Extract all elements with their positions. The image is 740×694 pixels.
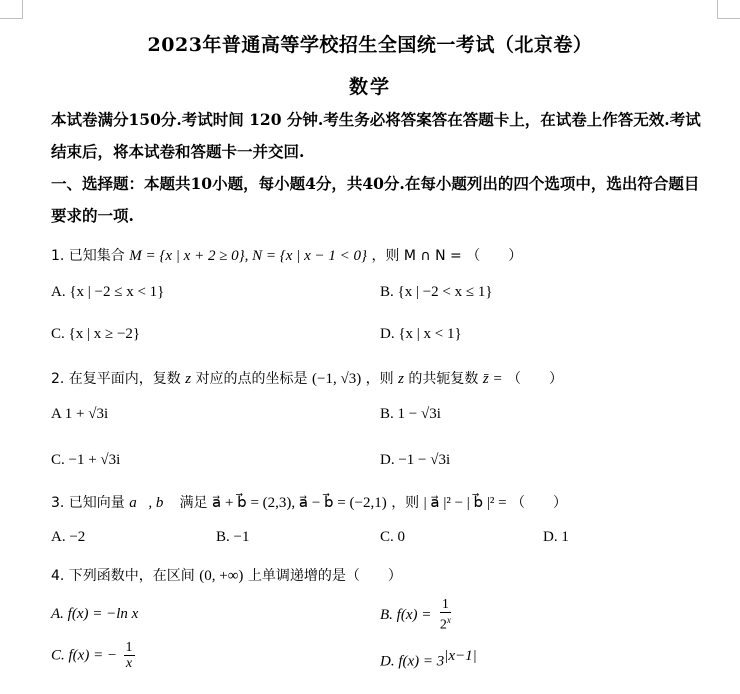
question-1-option-d: D. {x | x < 1} <box>380 326 462 342</box>
question-2-zbar: z̄ = <box>482 371 503 387</box>
question-3-vectors: a⃗, b⃗ <box>129 495 176 511</box>
question-4-option-c <box>51 640 135 671</box>
question-4 <box>51 565 402 585</box>
question-4-option-b-denominator: 2 <box>439 617 447 633</box>
question-4-option-c-prefix: C. f(x) = − <box>51 647 118 664</box>
question-2-suffix: （ ） <box>507 371 564 387</box>
page-corner-mark-left <box>0 0 23 19</box>
question-2-prefix: 2. 在复平面内，复数 <box>51 371 181 387</box>
question-1-option-b: B. {x | −2 < x ≤ 1} <box>380 284 493 300</box>
question-2-option-d: D. −1 − √3i <box>380 452 451 468</box>
question-2-mid3: 的共轭复数 <box>408 371 479 387</box>
question-4-option-c-numerator: 1 <box>125 640 133 655</box>
question-4-option-c-fraction <box>124 640 135 671</box>
question-4-option-b-fraction <box>438 597 453 633</box>
subject-title: 数学 <box>348 76 391 98</box>
question-1-math: M = {x | x + 2 ≥ 0}, N = {x | x − 1 < 0} <box>129 248 367 264</box>
question-2-option-a: A 1 + √3i <box>51 406 109 422</box>
question-1-option-c: C. {x | x ≥ −2} <box>51 326 141 342</box>
question-1-prefix: 1. 已知集合 <box>51 248 125 264</box>
page-corner-mark-right <box>717 0 740 19</box>
question-3-mid2: ，则 <box>391 495 420 511</box>
question-4-option-d-exponent: |x−1| <box>444 648 477 664</box>
question-2-option-b: B. 1 − √3i <box>380 406 441 422</box>
section-heading: 一、选择题：本题共10小题，每小题4分，共40分.在每小题列出的四个选项中，选出符合题目要求的一项. <box>51 174 700 225</box>
question-3-option-c: C. 0 <box>380 529 406 545</box>
question-2-var-z-2: z <box>398 371 404 387</box>
question-3-option-b: B. −1 <box>216 529 250 545</box>
question-3-condition: a⃗ + b⃗ = (2,3), a⃗ − b⃗ = (−2,1) <box>212 495 387 511</box>
question-4-option-b-numerator: 1 <box>441 597 449 612</box>
question-2 <box>51 368 563 388</box>
question-1-suffix: ，则 M ∩ N = （ ） <box>371 248 523 264</box>
question-2-mid: 对应的点的坐标是 <box>195 371 308 387</box>
question-3-option-d: D. 1 <box>543 529 569 545</box>
question-2-var-z: z <box>185 371 192 387</box>
question-3-expression: | a⃗ |² − | b⃗ |² = <box>423 495 507 511</box>
question-2-option-c: C. −1 + √3i <box>51 452 121 468</box>
question-4-option-b-prefix: B. f(x) = <box>380 606 432 623</box>
question-3-prefix: 3. 已知向量 <box>51 495 125 511</box>
question-1-option-a: A. {x | −2 ≤ x < 1} <box>51 284 165 300</box>
question-3 <box>51 492 567 512</box>
question-1 <box>51 245 522 265</box>
question-4-option-d-prefix: D. f(x) = 3 <box>380 653 445 670</box>
question-4-option-b-exponent: x <box>446 615 451 625</box>
exam-title: 2023年普通高等学校招生全国统一考试（北京卷） <box>147 34 593 56</box>
question-2-coord: (−1, √3) <box>312 371 362 387</box>
question-4-option-c-denominator: x <box>125 656 133 671</box>
question-4-option-b <box>380 597 453 633</box>
question-4-prefix: 4. 下列函数中，在区间 <box>51 568 195 584</box>
question-4-interval: (0, +∞) <box>199 568 244 584</box>
question-4-suffix: 上单调递增的是（ ） <box>247 568 402 584</box>
exam-instructions: 本试卷满分150分.考试时间 120 分钟.考生务必将答案答在答题卡上，在试卷上作答无效.考试结束后，将本试卷和答题卡一并交回. <box>51 110 701 161</box>
question-4-option-d <box>380 648 477 671</box>
question-4-option-a: A. f(x) = −ln x <box>51 606 139 622</box>
question-3-suffix: （ ） <box>510 495 567 511</box>
question-2-mid2: ，则 <box>365 371 394 387</box>
question-3-mid: 满足 <box>179 495 208 511</box>
question-3-option-a: A. −2 <box>51 529 86 545</box>
